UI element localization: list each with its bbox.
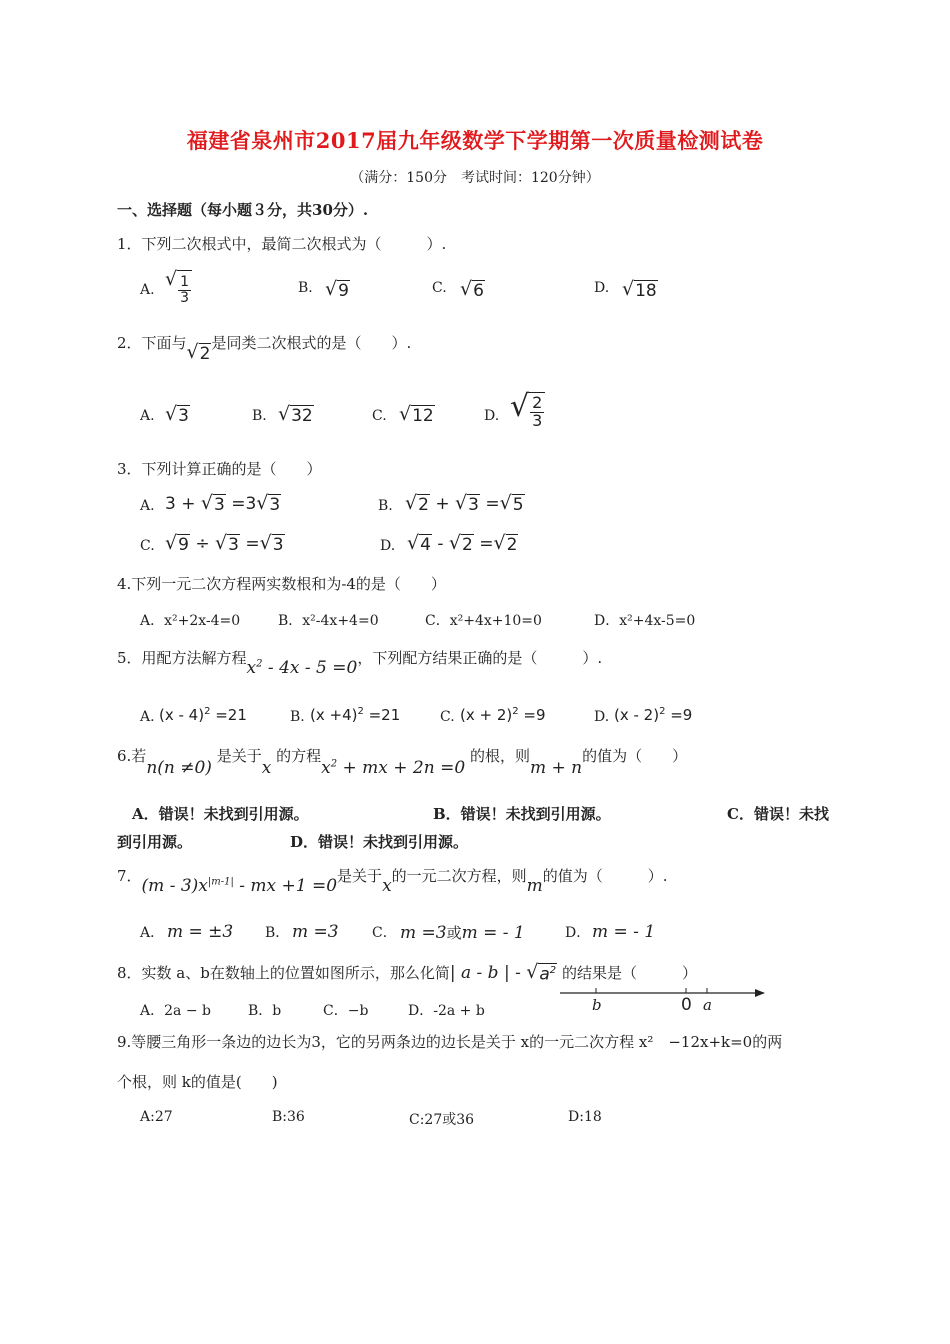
q6-equation: $x^2$ + mx + 2n =0: [321, 758, 466, 778]
q5-post: ，下列配方结果正确的是（ ）.: [357, 649, 603, 667]
q9-option-b: B:36: [272, 1109, 305, 1125]
q5-option-d-expr: (x - 2)$^2$ =9: [614, 706, 693, 724]
q1-option-b-label: B.: [298, 280, 313, 296]
q2-option-d-expr: √ $\frac{2}{3}$: [510, 392, 545, 430]
q8-expression: | a - b | - √ $a^2$: [449, 961, 557, 985]
q6-option-c: C．错误！未找: [727, 805, 829, 823]
q8-option-a: A．2a − b: [140, 1003, 211, 1019]
q7-option-a-expr: m = ±3: [167, 922, 234, 942]
q1-b-radicand: 9: [338, 281, 349, 301]
q5-option-a-expr: (x - 4)$^2$ =21: [159, 706, 247, 724]
q2-option-a-label: A.: [140, 408, 155, 424]
question-5-stem: [117, 647, 603, 678]
question-4-stem: 4.下列一元二次方程两实数根和为-4的是（ ）: [117, 575, 446, 593]
q4-option-b: B．x²-4x+4=0: [278, 613, 379, 629]
q1-option-a-label: A.: [140, 282, 155, 298]
q7-option-b-expr: m =3: [292, 922, 339, 942]
q8-option-c: C．−b: [323, 1003, 369, 1019]
q2-option-d-label: D.: [484, 408, 500, 424]
number-line-figure: [560, 988, 765, 1015]
q1-d-radicand: 18: [635, 281, 657, 301]
q7-mid1: 是关于: [337, 867, 383, 885]
q2-b-radicand: 32: [291, 406, 313, 426]
q3-option-d-expr: √ 4 - √ 2 = √ 2: [407, 532, 518, 555]
q3-option-a-expr: 3 + √ 3 =3 √ 3: [165, 492, 281, 515]
q7-equation: $(m - 3)x^{|m-1|}$ - mx +1 =0: [141, 876, 338, 896]
question-7-stem: [117, 865, 668, 896]
q5-option-c-expr: $(x + 2)^2 =9$: [460, 706, 546, 724]
number-line-arrow: [755, 989, 765, 997]
q1-a-den: 3: [180, 289, 190, 306]
q2-option-c-expr: √ 12: [399, 403, 434, 426]
question-6-stem: [117, 745, 688, 778]
q3-option-a-label: A.: [140, 498, 155, 514]
number-line-svg: [560, 984, 765, 1018]
q7-option-d-label: D．: [565, 925, 591, 941]
q2-option-c-label: C.: [372, 408, 387, 424]
q4-option-a: A．x²+2x-4=0: [140, 613, 241, 629]
q8-option-d: D．-2a + b: [408, 1003, 485, 1019]
question-8-stem: [117, 962, 697, 984]
q6-mn: m + n: [529, 758, 583, 778]
q6-option-c-cont: 到引用源。: [117, 833, 193, 851]
question-2-stem: 2．下面与 √ 2 是同类二次根式的是（ ）.: [117, 334, 412, 364]
label-b: b: [592, 996, 602, 1014]
question-3-stem: 3．下列计算正确的是（ ）: [117, 460, 322, 478]
q4-option-c: C．x²+4x+10=0: [425, 613, 542, 629]
q6-post: 的值为（ ）: [582, 747, 688, 765]
q1-option-d-label: D.: [594, 280, 610, 296]
q7-option-d-expr: m = - 1: [592, 922, 656, 942]
q5-option-c-label: C.: [440, 709, 455, 725]
q7-or: 或: [446, 924, 462, 942]
q2-pre: 2．下面与: [117, 334, 187, 352]
q6-mid3: 的根，则: [469, 747, 530, 765]
q2-post: 是同类二次根式的是（ ）.: [211, 334, 412, 352]
q3-option-d-label: D.: [380, 538, 396, 554]
q3-option-b-expr: √ 2 + √ 3 = √ 5: [405, 492, 524, 515]
q9-option-c: C:27或36: [409, 1112, 475, 1128]
q9-option-a: A:27: [140, 1109, 173, 1125]
q6-n-cond: n(n ≠0): [146, 758, 212, 778]
question-9-line-2: 个根，则 k的值是( ): [117, 1073, 278, 1091]
q6-mid2: 的方程: [276, 747, 322, 765]
q2-option-b-expr: √ 32: [278, 403, 313, 426]
q4-option-d: D．x²+4x-5=0: [594, 613, 696, 629]
q6-x: x: [261, 758, 272, 778]
q5-option-b-expr: $(x +4)^2 =21$: [310, 706, 401, 724]
q6-mid1: 是关于: [216, 747, 262, 765]
question-9-line-1: 9.等腰三角形一条边的边长为3，它的另两条边的边长是关于 x的一元二次方程 x² −12x+k=0的两: [117, 1033, 783, 1051]
q2-d-den: 3: [532, 410, 543, 430]
q3-option-b-label: B.: [378, 498, 393, 514]
q3-option-c-expr: √ 9 ÷ √ 3 = √ 3: [165, 532, 284, 555]
q8-stem-text: 8．实数 a、b在数轴上的位置如图所示，那么化简: [117, 964, 450, 982]
q1-option-c-label: C.: [432, 280, 447, 296]
q9-option-d: D:18: [568, 1109, 602, 1125]
q3-option-c-label: C.: [140, 538, 155, 554]
q7-m: m: [526, 876, 543, 896]
q6-option-d: D．错误！未找到引用源。: [290, 833, 469, 851]
q7-option-c-label: C．: [372, 925, 397, 941]
q2-radicand: 2: [199, 344, 211, 364]
q5-option-b-label: B.: [290, 709, 305, 725]
q2-option-a-expr: √ 3: [165, 403, 189, 426]
q1-option-c-expr: √ 6: [460, 278, 484, 301]
q7-mid2: 的一元二次方程，则: [391, 867, 527, 885]
q2-d-num: 2: [532, 393, 543, 412]
q6-pre: 6.若: [117, 747, 147, 765]
q6-option-a: A．错误！未找到引用源。: [132, 805, 309, 823]
label-a: a: [703, 996, 712, 1014]
q8-post: 的结果是（ ）: [561, 964, 697, 982]
q2-a-radicand: 3: [178, 406, 189, 426]
q7-pre: 7．: [117, 867, 142, 885]
q7-option-a-label: A．: [140, 925, 165, 941]
q5-option-d-label: D.: [594, 709, 610, 725]
q7-option-c-expr: m =3或m = - 1: [400, 923, 525, 943]
q5-option-a-label: A.: [140, 709, 155, 725]
q5-equation: $x^2 - 4x - 5 =0$: [246, 658, 358, 678]
question-1-stem: 1．下列二次根式中，最简二次根式为（ ）.: [117, 235, 447, 253]
q1-option-b-expr: √ 9: [325, 278, 349, 301]
q2-option-b-label: B.: [252, 408, 267, 424]
page-title: 福建省泉州市2017届九年级数学下学期第一次质量检测试卷: [186, 128, 764, 153]
q1-c-radicand: 6: [473, 281, 484, 301]
q1-option-d-expr: √ 18: [622, 278, 657, 301]
q7-post: 的值为（ ）.: [542, 867, 668, 885]
q1-option-a-expr: √ $\frac{1}{3}$: [165, 270, 192, 305]
q7-x: x: [382, 876, 392, 896]
section-heading: 一、选择题（每小题３分，共30分）.: [117, 201, 369, 219]
q8-option-b: B．b: [248, 1003, 282, 1019]
q6-option-b: B．错误！未找到引用源。: [433, 805, 611, 823]
q7-option-b-label: B．: [265, 925, 290, 941]
exam-info: （满分：150分 考试时间：120分钟）: [350, 170, 600, 186]
q1-a-num: 1: [180, 274, 190, 290]
q2-c-radicand: 12: [412, 406, 434, 426]
q5-pre: 5．用配方法解方程: [117, 649, 247, 667]
label-zero: 0: [681, 995, 692, 1015]
